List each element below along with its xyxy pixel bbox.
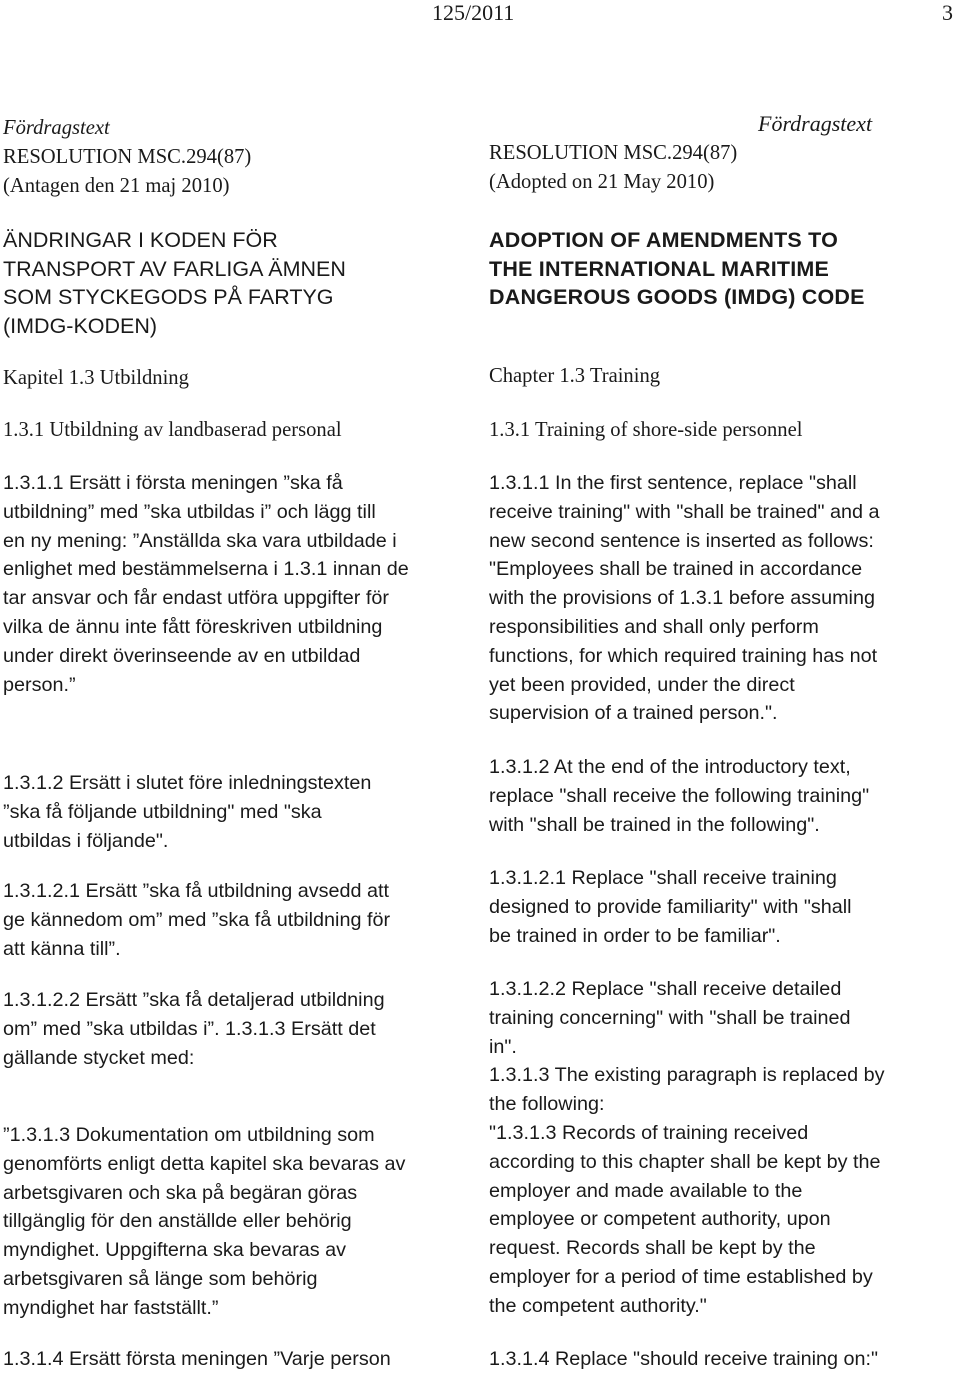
paragraph-1-3-1-1: 1.3.1.1 Ersätt i första meningen ”ska få utbildning” med ”ska utbildas i” och lägg till en ny mening: ”Anställda ska vara utbildade i enlighet med bestämmelserna i 1.3.1 innan de tar ansvar och får endast utföra uppgifter för vilka de ännu inte fått föreskriven utbildning under direkt överinseende av en utbildad person.” <box>3 472 409 696</box>
resolution-title: RESOLUTION MSC.294(87) <box>489 142 738 164</box>
paragraph-1-3-1-4: 1.3.1.4 Ersätt första meningen ”Varje person <box>3 1348 391 1370</box>
issue-number: 125/2011 <box>432 0 515 25</box>
paragraph-1-3-1-2-1: 1.3.1.2.1 Ersätt ”ska få utbildning avsedd att ge kännedom om” med ”ska få utbildning för att känna till”. <box>3 880 391 960</box>
paragraph-1-3-1-4: 1.3.1.4 Replace "should receive training on:" <box>489 1348 879 1370</box>
section-heading: 1.3.1 Utbildning av landbaserad personal <box>3 419 342 441</box>
treaty-text-label: Fördragstext <box>758 111 873 136</box>
resolution-title: RESOLUTION MSC.294(87) <box>3 146 252 168</box>
treaty-text-label: Fördragstext <box>3 117 110 139</box>
paragraph-1-3-1-2-1: 1.3.1.2.1 Replace "shall receive training designed to provide familiarity" with "shall be trained in order to be familiar". <box>489 867 852 947</box>
paragraph-1-3-1-3: ”1.3.1.3 Dokumentation om utbildning som genomförts enligt detta kapitel ska bevaras av arbetsgivaren och ska på begäran göras tillgänglig för den anställde eller behörig myndighet. Uppgifterna ska bevaras av arbetsgivaren så länge som behörig myndighet har fastställt.” <box>3 1124 406 1319</box>
paragraph-1-3-1-2: 1.3.1.2 At the end of the introductory text, replace "shall receive the following training" with "shall be trained in the following". <box>489 756 870 836</box>
paragraph-1-3-1-2-2: 1.3.1.2.2 Ersätt ”ska få detaljerad utbildning om” med ”ska utbildas i”. 1.3.1.3 Ersätt det gällande stycket med: <box>3 989 385 1069</box>
adoption-date: (Adopted on 21 May 2010) <box>489 171 715 193</box>
chapter-heading: Kapitel 1.3 Utbildning <box>3 367 189 389</box>
document-title: ÄNDRINGAR I KODEN FÖR TRANSPORT AV FARLIGA ÄMNEN SOM STYCKEGODS PÅ FARTYG (IMDG-KODEN) <box>3 228 346 338</box>
page-number: 3 <box>942 0 953 25</box>
chapter-heading: Chapter 1.3 Training <box>489 365 661 387</box>
paragraph-1-3-1-1: 1.3.1.1 In the first sentence, replace "shall receive training" with "shall be trained" and a new second sentence is inserted as follows: "Employees shall be trained in accordance with the provisions of 1.3.1 before assuming responsibilities and shall only perform functions, for which required training has not yet been provided, under the direct supervision of a trained person.". <box>489 472 880 725</box>
paragraph-1-3-1-2: 1.3.1.2 Ersätt i slutet före inledningstexten ”ska få följande utbildning" med "ska utbildas i följande". <box>3 772 372 852</box>
page-header <box>0 0 960 30</box>
document-title: ADOPTION OF AMENDMENTS TO THE INTERNATIONAL MARITIME DANGEROUS GOODS (IMDG) CODE <box>489 228 865 309</box>
paragraph-1-3-1-2-2-and-1-3-1-3: 1.3.1.2.2 Replace "shall receive detailed training concerning" with "shall be trained in". 1.3.1.3 The existing paragraph is replaced by the following: "1.3.1.3 Records of training received according to this chapter shall be kept by the employer and made available to the employee or competent authority, upon request. Records shall be kept by the employer for a period of time established by the competent authority." <box>489 978 885 1317</box>
adoption-date: (Antagen den 21 maj 2010) <box>3 175 230 197</box>
section-heading: 1.3.1 Training of shore-side personnel <box>489 419 803 441</box>
